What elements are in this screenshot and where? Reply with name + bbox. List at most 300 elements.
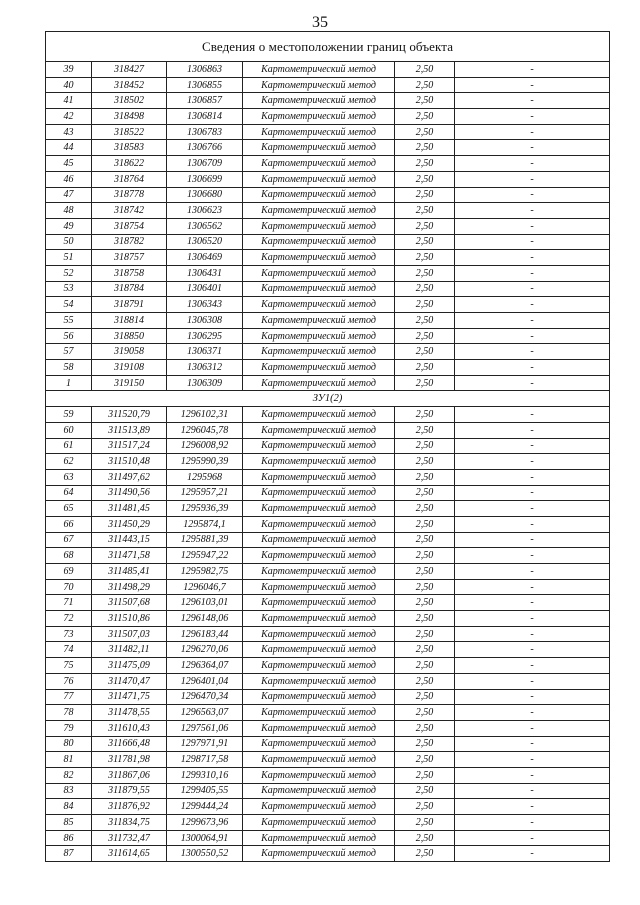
method-cell: Картометрический метод bbox=[243, 438, 395, 454]
description-cell: - bbox=[455, 62, 610, 78]
point-number-cell: 62 bbox=[46, 454, 92, 470]
precision-cell: 2,50 bbox=[395, 234, 455, 250]
y-coordinate-cell: 1296102,31 bbox=[167, 407, 243, 423]
table-row bbox=[46, 516, 610, 532]
table-row bbox=[46, 767, 610, 783]
table-row bbox=[46, 501, 610, 517]
x-coordinate-cell: 311507,68 bbox=[92, 595, 167, 611]
x-coordinate-cell: 318742 bbox=[92, 203, 167, 219]
x-coordinate-cell: 311482,11 bbox=[92, 642, 167, 658]
table-row bbox=[46, 595, 610, 611]
y-coordinate-cell: 1295968 bbox=[167, 469, 243, 485]
description-cell: - bbox=[455, 626, 610, 642]
precision-cell: 2,50 bbox=[395, 218, 455, 234]
point-number-cell: 54 bbox=[46, 297, 92, 313]
precision-cell: 2,50 bbox=[395, 532, 455, 548]
point-number-cell: 57 bbox=[46, 344, 92, 360]
description-cell: - bbox=[455, 93, 610, 109]
x-coordinate-cell: 311497,62 bbox=[92, 469, 167, 485]
description-cell: - bbox=[455, 313, 610, 329]
method-cell: Картометрический метод bbox=[243, 830, 395, 846]
precision-cell: 2,50 bbox=[395, 626, 455, 642]
x-coordinate-cell: 311614,65 bbox=[92, 846, 167, 862]
table-row bbox=[46, 93, 610, 109]
table-row bbox=[46, 281, 610, 297]
description-cell: - bbox=[455, 611, 610, 627]
point-number-cell: 40 bbox=[46, 77, 92, 93]
description-cell: - bbox=[455, 265, 610, 281]
method-cell: Картометрический метод bbox=[243, 407, 395, 423]
x-coordinate-cell: 311470,47 bbox=[92, 673, 167, 689]
method-cell: Картометрический метод bbox=[243, 720, 395, 736]
point-number-cell: 55 bbox=[46, 313, 92, 329]
table-header-row bbox=[46, 32, 610, 62]
method-cell: Картометрический метод bbox=[243, 171, 395, 187]
table-row bbox=[46, 469, 610, 485]
method-cell: Картометрический метод bbox=[243, 156, 395, 172]
point-number-cell: 72 bbox=[46, 611, 92, 627]
y-coordinate-cell: 1306401 bbox=[167, 281, 243, 297]
description-cell: - bbox=[455, 642, 610, 658]
y-coordinate-cell: 1306814 bbox=[167, 109, 243, 125]
y-coordinate-cell: 1300064,91 bbox=[167, 830, 243, 846]
precision-cell: 2,50 bbox=[395, 281, 455, 297]
x-coordinate-cell: 318850 bbox=[92, 328, 167, 344]
method-cell: Картометрический метод bbox=[243, 281, 395, 297]
y-coordinate-cell: 1306431 bbox=[167, 265, 243, 281]
x-coordinate-cell: 318452 bbox=[92, 77, 167, 93]
table-row bbox=[46, 171, 610, 187]
y-coordinate-cell: 1306312 bbox=[167, 360, 243, 376]
method-cell: Картометрический метод bbox=[243, 658, 395, 674]
x-coordinate-cell: 311490,56 bbox=[92, 485, 167, 501]
x-coordinate-cell: 318782 bbox=[92, 234, 167, 250]
y-coordinate-cell: 1295947,22 bbox=[167, 548, 243, 564]
precision-cell: 2,50 bbox=[395, 109, 455, 125]
y-coordinate-cell: 1296008,92 bbox=[167, 438, 243, 454]
x-coordinate-cell: 311510,48 bbox=[92, 454, 167, 470]
table-row bbox=[46, 407, 610, 423]
table-row bbox=[46, 611, 610, 627]
table-row bbox=[46, 360, 610, 376]
precision-cell: 2,50 bbox=[395, 438, 455, 454]
point-number-cell: 51 bbox=[46, 250, 92, 266]
description-cell: - bbox=[455, 673, 610, 689]
table-row bbox=[46, 626, 610, 642]
method-cell: Картометрический метод bbox=[243, 313, 395, 329]
point-number-cell: 45 bbox=[46, 156, 92, 172]
y-coordinate-cell: 1296364,07 bbox=[167, 658, 243, 674]
y-coordinate-cell: 1295881,39 bbox=[167, 532, 243, 548]
x-coordinate-cell: 311876,92 bbox=[92, 799, 167, 815]
x-coordinate-cell: 318764 bbox=[92, 171, 167, 187]
table-row bbox=[46, 485, 610, 501]
x-coordinate-cell: 311443,15 bbox=[92, 532, 167, 548]
method-cell: Картометрический метод bbox=[243, 360, 395, 376]
method-cell: Картометрический метод bbox=[243, 250, 395, 266]
point-number-cell: 73 bbox=[46, 626, 92, 642]
method-cell: Картометрический метод bbox=[243, 140, 395, 156]
description-cell: - bbox=[455, 485, 610, 501]
y-coordinate-cell: 1299310,16 bbox=[167, 767, 243, 783]
table-row bbox=[46, 673, 610, 689]
y-coordinate-cell: 1306699 bbox=[167, 171, 243, 187]
boundary-table bbox=[45, 31, 610, 862]
table-row bbox=[46, 234, 610, 250]
table-row bbox=[46, 156, 610, 172]
table-row bbox=[46, 579, 610, 595]
point-number-cell: 79 bbox=[46, 720, 92, 736]
point-number-cell: 53 bbox=[46, 281, 92, 297]
x-coordinate-cell: 318427 bbox=[92, 62, 167, 78]
point-number-cell: 1 bbox=[46, 375, 92, 391]
method-cell: Картометрический метод bbox=[243, 564, 395, 580]
point-number-cell: 42 bbox=[46, 109, 92, 125]
y-coordinate-cell: 1297971,91 bbox=[167, 736, 243, 752]
table-row bbox=[46, 187, 610, 203]
method-cell: Картометрический метод bbox=[243, 77, 395, 93]
table-title: Сведения о местоположении границ объекта bbox=[46, 32, 610, 62]
description-cell: - bbox=[455, 234, 610, 250]
method-cell: Картометрический метод bbox=[243, 218, 395, 234]
precision-cell: 2,50 bbox=[395, 799, 455, 815]
description-cell: - bbox=[455, 281, 610, 297]
x-coordinate-cell: 311498,29 bbox=[92, 579, 167, 595]
method-cell: Картометрический метод bbox=[243, 611, 395, 627]
description-cell: - bbox=[455, 501, 610, 517]
y-coordinate-cell: 1306520 bbox=[167, 234, 243, 250]
precision-cell: 2,50 bbox=[395, 265, 455, 281]
y-coordinate-cell: 1306371 bbox=[167, 344, 243, 360]
method-cell: Картометрический метод bbox=[243, 234, 395, 250]
point-number-cell: 80 bbox=[46, 736, 92, 752]
method-cell: Картометрический метод bbox=[243, 469, 395, 485]
precision-cell: 2,50 bbox=[395, 203, 455, 219]
x-coordinate-cell: 318814 bbox=[92, 313, 167, 329]
point-number-cell: 59 bbox=[46, 407, 92, 423]
y-coordinate-cell: 1306783 bbox=[167, 124, 243, 140]
point-number-cell: 85 bbox=[46, 815, 92, 831]
x-coordinate-cell: 311879,55 bbox=[92, 783, 167, 799]
point-number-cell: 74 bbox=[46, 642, 92, 658]
point-number-cell: 87 bbox=[46, 846, 92, 862]
y-coordinate-cell: 1296046,7 bbox=[167, 579, 243, 595]
method-cell: Картометрический метод bbox=[243, 328, 395, 344]
method-cell: Картометрический метод bbox=[243, 673, 395, 689]
table-row bbox=[46, 77, 610, 93]
y-coordinate-cell: 1297561,06 bbox=[167, 720, 243, 736]
point-number-cell: 52 bbox=[46, 265, 92, 281]
description-cell: - bbox=[455, 124, 610, 140]
precision-cell: 2,50 bbox=[395, 579, 455, 595]
method-cell: Картометрический метод bbox=[243, 767, 395, 783]
point-number-cell: 71 bbox=[46, 595, 92, 611]
description-cell: - bbox=[455, 109, 610, 125]
table-row bbox=[46, 642, 610, 658]
precision-cell: 2,50 bbox=[395, 705, 455, 721]
point-number-cell: 84 bbox=[46, 799, 92, 815]
description-cell: - bbox=[455, 407, 610, 423]
table-row bbox=[46, 422, 610, 438]
precision-cell: 2,50 bbox=[395, 752, 455, 768]
y-coordinate-cell: 1296148,06 bbox=[167, 611, 243, 627]
point-number-cell: 83 bbox=[46, 783, 92, 799]
description-cell: - bbox=[455, 422, 610, 438]
precision-cell: 2,50 bbox=[395, 250, 455, 266]
y-coordinate-cell: 1296270,06 bbox=[167, 642, 243, 658]
precision-cell: 2,50 bbox=[395, 140, 455, 156]
description-cell: - bbox=[455, 328, 610, 344]
precision-cell: 2,50 bbox=[395, 548, 455, 564]
precision-cell: 2,50 bbox=[395, 783, 455, 799]
y-coordinate-cell: 1295990,39 bbox=[167, 454, 243, 470]
section-row bbox=[46, 391, 610, 407]
description-cell: - bbox=[455, 469, 610, 485]
table-row bbox=[46, 375, 610, 391]
method-cell: Картометрический метод bbox=[243, 736, 395, 752]
precision-cell: 2,50 bbox=[395, 611, 455, 627]
precision-cell: 2,50 bbox=[395, 658, 455, 674]
table-row bbox=[46, 564, 610, 580]
description-cell: - bbox=[455, 767, 610, 783]
x-coordinate-cell: 318522 bbox=[92, 124, 167, 140]
table-row bbox=[46, 62, 610, 78]
method-cell: Картометрический метод bbox=[243, 124, 395, 140]
table-row bbox=[46, 203, 610, 219]
precision-cell: 2,50 bbox=[395, 375, 455, 391]
method-cell: Картометрический метод bbox=[243, 548, 395, 564]
description-cell: - bbox=[455, 595, 610, 611]
precision-cell: 2,50 bbox=[395, 469, 455, 485]
y-coordinate-cell: 1295936,39 bbox=[167, 501, 243, 517]
point-number-cell: 46 bbox=[46, 171, 92, 187]
table-row bbox=[46, 328, 610, 344]
table-row bbox=[46, 218, 610, 234]
y-coordinate-cell: 1296563,07 bbox=[167, 705, 243, 721]
point-number-cell: 78 bbox=[46, 705, 92, 721]
y-coordinate-cell: 1299673,96 bbox=[167, 815, 243, 831]
point-number-cell: 44 bbox=[46, 140, 92, 156]
table-row bbox=[46, 454, 610, 470]
method-cell: Картометрический метод bbox=[243, 783, 395, 799]
point-number-cell: 67 bbox=[46, 532, 92, 548]
point-number-cell: 66 bbox=[46, 516, 92, 532]
point-number-cell: 58 bbox=[46, 360, 92, 376]
method-cell: Картометрический метод bbox=[243, 815, 395, 831]
x-coordinate-cell: 311517,24 bbox=[92, 438, 167, 454]
description-cell: - bbox=[455, 454, 610, 470]
description-cell: - bbox=[455, 516, 610, 532]
description-cell: - bbox=[455, 250, 610, 266]
table-row bbox=[46, 140, 610, 156]
x-coordinate-cell: 311478,55 bbox=[92, 705, 167, 721]
description-cell: - bbox=[455, 720, 610, 736]
precision-cell: 2,50 bbox=[395, 815, 455, 831]
method-cell: Картометрический метод bbox=[243, 846, 395, 862]
table-row bbox=[46, 720, 610, 736]
description-cell: - bbox=[455, 548, 610, 564]
x-coordinate-cell: 311450,29 bbox=[92, 516, 167, 532]
description-cell: - bbox=[455, 689, 610, 705]
precision-cell: 2,50 bbox=[395, 62, 455, 78]
point-number-cell: 69 bbox=[46, 564, 92, 580]
point-number-cell: 86 bbox=[46, 830, 92, 846]
point-number-cell: 68 bbox=[46, 548, 92, 564]
method-cell: Картометрический метод bbox=[243, 705, 395, 721]
table-row bbox=[46, 658, 610, 674]
method-cell: Картометрический метод bbox=[243, 265, 395, 281]
description-cell: - bbox=[455, 140, 610, 156]
description-cell: - bbox=[455, 846, 610, 862]
description-cell: - bbox=[455, 783, 610, 799]
point-number-cell: 47 bbox=[46, 187, 92, 203]
precision-cell: 2,50 bbox=[395, 187, 455, 203]
description-cell: - bbox=[455, 360, 610, 376]
precision-cell: 2,50 bbox=[395, 485, 455, 501]
description-cell: - bbox=[455, 799, 610, 815]
table-row bbox=[46, 250, 610, 266]
x-coordinate-cell: 311471,58 bbox=[92, 548, 167, 564]
description-cell: - bbox=[455, 579, 610, 595]
y-coordinate-cell: 1296103,01 bbox=[167, 595, 243, 611]
description-cell: - bbox=[455, 203, 610, 219]
x-coordinate-cell: 318622 bbox=[92, 156, 167, 172]
table-row bbox=[46, 109, 610, 125]
section-label: ЗУ1(2) bbox=[46, 391, 610, 407]
method-cell: Картометрический метод bbox=[243, 752, 395, 768]
description-cell: - bbox=[455, 344, 610, 360]
x-coordinate-cell: 318784 bbox=[92, 281, 167, 297]
description-cell: - bbox=[455, 187, 610, 203]
point-number-cell: 41 bbox=[46, 93, 92, 109]
y-coordinate-cell: 1296183,44 bbox=[167, 626, 243, 642]
precision-cell: 2,50 bbox=[395, 846, 455, 862]
x-coordinate-cell: 311510,86 bbox=[92, 611, 167, 627]
method-cell: Картометрический метод bbox=[243, 297, 395, 313]
method-cell: Картометрический метод bbox=[243, 626, 395, 642]
point-number-cell: 50 bbox=[46, 234, 92, 250]
point-number-cell: 61 bbox=[46, 438, 92, 454]
point-number-cell: 39 bbox=[46, 62, 92, 78]
method-cell: Картометрический метод bbox=[243, 422, 395, 438]
method-cell: Картометрический метод bbox=[243, 375, 395, 391]
x-coordinate-cell: 311834,75 bbox=[92, 815, 167, 831]
precision-cell: 2,50 bbox=[395, 313, 455, 329]
precision-cell: 2,50 bbox=[395, 501, 455, 517]
y-coordinate-cell: 1306766 bbox=[167, 140, 243, 156]
x-coordinate-cell: 319058 bbox=[92, 344, 167, 360]
y-coordinate-cell: 1295982,75 bbox=[167, 564, 243, 580]
precision-cell: 2,50 bbox=[395, 124, 455, 140]
precision-cell: 2,50 bbox=[395, 93, 455, 109]
point-number-cell: 60 bbox=[46, 422, 92, 438]
point-number-cell: 77 bbox=[46, 689, 92, 705]
y-coordinate-cell: 1299444,24 bbox=[167, 799, 243, 815]
table-row bbox=[46, 438, 610, 454]
y-coordinate-cell: 1306309 bbox=[167, 375, 243, 391]
description-cell: - bbox=[455, 736, 610, 752]
y-coordinate-cell: 1296401,04 bbox=[167, 673, 243, 689]
y-coordinate-cell: 1296470,34 bbox=[167, 689, 243, 705]
table-row bbox=[46, 124, 610, 140]
y-coordinate-cell: 1306855 bbox=[167, 77, 243, 93]
y-coordinate-cell: 1306857 bbox=[167, 93, 243, 109]
table-row bbox=[46, 815, 610, 831]
table-row bbox=[46, 313, 610, 329]
table-row bbox=[46, 297, 610, 313]
description-cell: - bbox=[455, 375, 610, 391]
y-coordinate-cell: 1300550,52 bbox=[167, 846, 243, 862]
y-coordinate-cell: 1295957,21 bbox=[167, 485, 243, 501]
precision-cell: 2,50 bbox=[395, 767, 455, 783]
precision-cell: 2,50 bbox=[395, 689, 455, 705]
description-cell: - bbox=[455, 156, 610, 172]
x-coordinate-cell: 318778 bbox=[92, 187, 167, 203]
y-coordinate-cell: 1298717,58 bbox=[167, 752, 243, 768]
precision-cell: 2,50 bbox=[395, 156, 455, 172]
page-number: 35 bbox=[312, 14, 328, 31]
method-cell: Картометрический метод bbox=[243, 642, 395, 658]
precision-cell: 2,50 bbox=[395, 673, 455, 689]
precision-cell: 2,50 bbox=[395, 297, 455, 313]
precision-cell: 2,50 bbox=[395, 564, 455, 580]
description-cell: - bbox=[455, 297, 610, 313]
precision-cell: 2,50 bbox=[395, 171, 455, 187]
y-coordinate-cell: 1299405,55 bbox=[167, 783, 243, 799]
table-row bbox=[46, 689, 610, 705]
description-cell: - bbox=[455, 705, 610, 721]
method-cell: Картометрический метод bbox=[243, 595, 395, 611]
y-coordinate-cell: 1295874,1 bbox=[167, 516, 243, 532]
point-number-cell: 81 bbox=[46, 752, 92, 768]
table-row bbox=[46, 344, 610, 360]
precision-cell: 2,50 bbox=[395, 642, 455, 658]
method-cell: Картометрический метод bbox=[243, 454, 395, 470]
x-coordinate-cell: 318758 bbox=[92, 265, 167, 281]
y-coordinate-cell: 1306469 bbox=[167, 250, 243, 266]
point-number-cell: 76 bbox=[46, 673, 92, 689]
precision-cell: 2,50 bbox=[395, 720, 455, 736]
table-row bbox=[46, 736, 610, 752]
x-coordinate-cell: 319108 bbox=[92, 360, 167, 376]
y-coordinate-cell: 1306562 bbox=[167, 218, 243, 234]
table-row bbox=[46, 752, 610, 768]
x-coordinate-cell: 311471,75 bbox=[92, 689, 167, 705]
description-cell: - bbox=[455, 438, 610, 454]
description-cell: - bbox=[455, 564, 610, 580]
precision-cell: 2,50 bbox=[395, 736, 455, 752]
description-cell: - bbox=[455, 830, 610, 846]
precision-cell: 2,50 bbox=[395, 830, 455, 846]
x-coordinate-cell: 311867,06 bbox=[92, 767, 167, 783]
point-number-cell: 49 bbox=[46, 218, 92, 234]
x-coordinate-cell: 318502 bbox=[92, 93, 167, 109]
point-number-cell: 48 bbox=[46, 203, 92, 219]
method-cell: Картометрический метод bbox=[243, 62, 395, 78]
x-coordinate-cell: 318791 bbox=[92, 297, 167, 313]
precision-cell: 2,50 bbox=[395, 77, 455, 93]
table-row bbox=[46, 548, 610, 564]
table-row bbox=[46, 705, 610, 721]
table-row bbox=[46, 799, 610, 815]
x-coordinate-cell: 311475,09 bbox=[92, 658, 167, 674]
method-cell: Картометрический метод bbox=[243, 344, 395, 360]
table-row bbox=[46, 265, 610, 281]
x-coordinate-cell: 318754 bbox=[92, 218, 167, 234]
description-cell: - bbox=[455, 218, 610, 234]
method-cell: Картометрический метод bbox=[243, 203, 395, 219]
x-coordinate-cell: 311481,45 bbox=[92, 501, 167, 517]
